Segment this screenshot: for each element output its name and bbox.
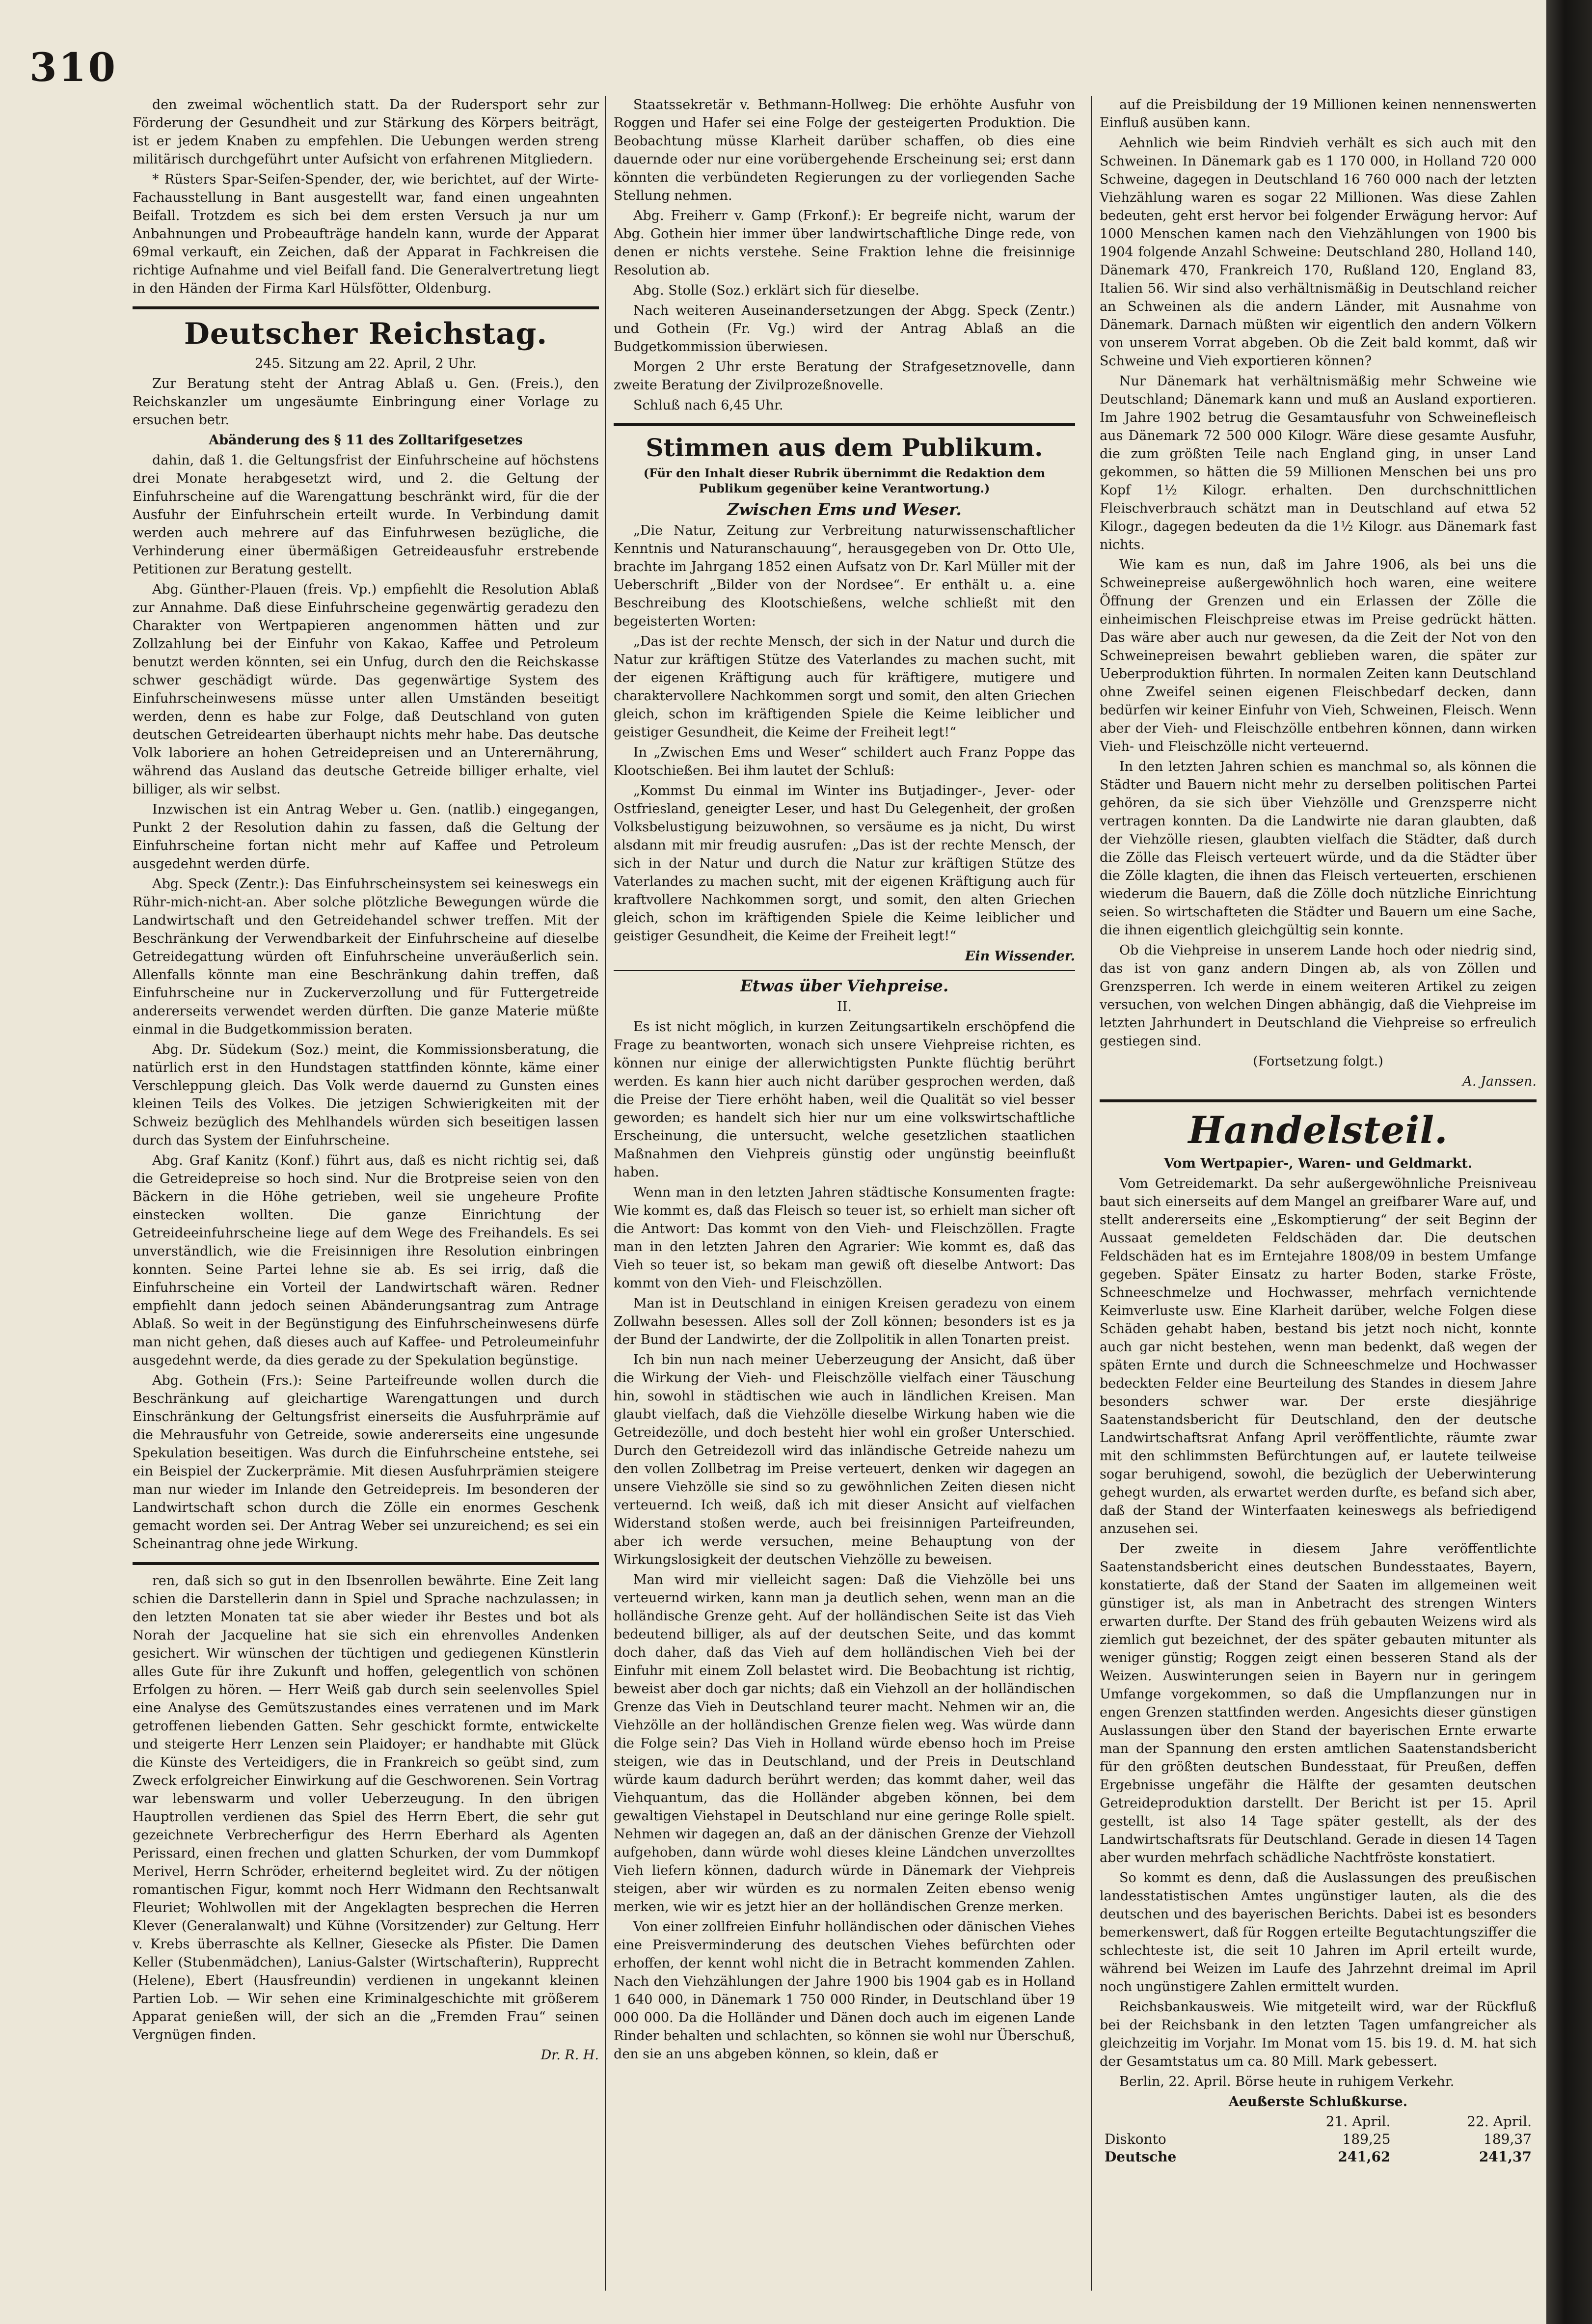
paragraph: Vom Getreidemarkt. Da sehr außergewöhnliche Preisniveau baut sich einerseits auf dem Mangel an greifbarer Ware auf, und stellt andererseits eine „Eskomptierung“ der seit Beginn der Aussaat gemeldeten Feldschäden dar. Die deutschen Feldschäden hat es im Erntejahre 1808/09 in bestem Umfange gegeben. Später Einsatz zu harter Boden, starke Fröste, Schneeschmelze und Hochwasser, mehrfach vernichtende Keimverluste usw. Eine Klarheit darüber, welche Folgen diese Schäden gehabt haben, bestand bis jetzt noch nicht, konnte auch gar nicht bestehen, wenn man bedenkt, daß wegen der späten Ernte und durch die Schneeschmelze und Hochwasser bedeckten Felder eine Beurteilung des Standes in diesem Jahre besonders schwer war. Der erste diesjährige Saatenstandsbericht für Deutschland, den der deutsche Landwirtschaftsrat Anfang April veröffentlichte, räumte zwar mit den schlimmsten Befürchtungen auf, er lautete teilweise sogar beruhigend, sowohl, die bezüglich der Ueberwinterung gehegt wurden, als erwartet werden durfte, es befand sich aber, daß der Stand der Winterfaaten keineswegs als befriedigend anzusehen sei.: [1100, 1176, 1537, 1536]
book-binding-edge: [1546, 0, 1592, 2324]
section-subtitle: Vom Wertpapier-, Waren- und Geldmarkt.: [1163, 1156, 1473, 1171]
handelsteil-title: Handelsteil.: [1188, 1108, 1448, 1152]
table-row: [1100, 2131, 1537, 2148]
paragraph: „Das ist der rechte Mensch, der sich in der Natur und durch die Natur zur kräftigen Stütze des Vaterlandes zu machen sucht, mit der eigenen Kräftigung auch für kräftigere, mutigere und charaktervollere Nachkommen sorgt und somit, den alten Griechen gleich, schon im kräftigenden Spiele die Keime leiblicher und geistiger Gesundheit, die Keime der Freiheit legt!“: [614, 634, 1075, 740]
table-header: 21. April.: [1325, 2113, 1391, 2130]
article-title: Etwas über Viehpreise.: [740, 976, 949, 995]
author-signature: Dr. R. H.: [540, 2048, 599, 2063]
paragraph: Berlin, 22. April. Börse heute in ruhigem Verkehr.: [1119, 2074, 1455, 2089]
paragraph: „Die Natur, Zeitung zur Verbreitung naturwissenschaftlicher Kenntnis und Naturanschauung“, herausgegeben von Dr. Otto Ule, brachte im Jahrgang 1852 einen Aufsatz von Dr. Karl Müller mit der Ueberschrift „Bilder von der Nordsee“. Er enthält u. a. eine Beschreibung des Klootschießens, welche schließt mit den begeisterten Worten:: [614, 523, 1075, 629]
paragraph: Abg. Graf Kanitz (Konf.) führt aus, daß es nicht richtig sei, daß die Getreidepreise so hoch sind. Nur die Brotpreise seien von den Bäckern in die Höhe getrieben, weil sie ungeheure Profite einstecken wollten. Die ganze Einrichtung der Getreideeinfuhrscheine liege auf dem Wege des Freihandels. Es sei unverständlich, wie die Freisinnigen ihre Resolution einbringen konnten. Seine Partei lehne sie ab. Es sei irrig, daß die Einfuhrscheine ein Vorteil der Landwirtschaft wären. Redner empfiehlt dann jedoch seinen Abänderungsantrag zum Antrage Ablaß. So weit in der Begünstigung des Einfuhrscheinwesens dürfe man nicht gehen, daß dieses auch auf Kaffee- und Petroleumeinfuhr ausgedehnt werde, da dies gerade zu der Spekulation begünstige.: [133, 1153, 599, 1368]
paragraph: Nach weiteren Auseinandersetzungen der Abgg. Speck (Zentr.) und Gothein (Fr. Vg.) wird der Antrag Ablaß an die Budgetkommission überwiesen.: [614, 303, 1075, 355]
table-cell: 189,25: [1342, 2131, 1391, 2147]
paragraph: Ob die Viehpreise in unserem Lande hoch oder niedrig sind, das ist von ganz andern Dingen ab, als von Zöllen und Grenzsperren. Ich werde in einem weiteren Artikel zu zeigen versuchen, von welchen Dingen abhängig, daß die Viehpreise im letzten Jahrhundert in Deutschland die Viehpreise so erfreulich gestiegen sind.: [1100, 943, 1537, 1049]
section-rule: [1100, 1099, 1537, 1102]
paragraph: Von einer zollfreien Einfuhr holländischen oder dänischen Viehes eine Preisverminderung des deutschen Viehes befürchten oder erhoffen, der kennt wohl nicht die in Betracht kommenden Zahlen. Nach den Viehzählungen der Jahre 1900 bis 1904 gab es in Holland 1 640 000, in Dänemark 1 750 000 Rinder, in Deutschland über 19 000 000. Da die Holländer und Dänen doch auch im eigenen Lande Rinder behalten und schlachten, so können sie wohl nur Überschuß, den sie an uns abgeben können, so klein, daß er: [614, 1919, 1075, 2062]
paragraph: Abg. Günther-Plauen (freis. Vp.) empfiehlt die Resolution Ablaß zur Annahme. Daß diese Einfuhrscheine gegenwärtig geradezu den Charakter von Wertpapieren angenommen hätten und zur Zollzahlung bei der Einfuhr von Kakao, Kaffee und Petroleum benutzt werden könnten, sei ein Unfug, durch den die Reichskasse schwer geschädigt würde. Das gegenwärtige System des Einfuhrscheinwesens müsse unter allen Umständen beseitigt werden, denn es habe zur Folge, daß Deutschland von guten deutschen Getreidearten überhaupt nichts mehr habe. Das deutsche Volk laboriere an hohen Getreidepreisen und an Unterernährung, während das Ausland das deutsche Getreide billiger erhalte, viel billiger, als wir selbst.: [133, 582, 599, 797]
section-rule: [133, 1562, 599, 1565]
paragraph: Man ist in Deutschland in einigen Kreisen geradezu von einem Zollwahn besessen. Alles soll der Zoll können; besonders ist es ja der Bund der Landwirte, der die Zollpolitik in allen Tonarten preist.: [614, 1296, 1075, 1347]
stock-quotes-table: [1100, 2113, 1537, 2166]
paragraph: dahin, daß 1. die Geltungsfrist der Einfuhrscheine auf höchstens drei Monate herabgesetzt wird, und 2. die Geltung der Einfuhrscheine auf die Warengattung beschränkt wird, für die der Ausfuhr der Einfuhrschein erteilt wurde. In Verbindung damit werden auch mehrere auf das Einfuhrwesen bezügliche, die Verhinderung einer übermäßigen Getreideausfuhr erstrebende Petitionen zur Beratung gestellt.: [133, 453, 599, 577]
author-signature: Ein Wissender.: [965, 949, 1075, 964]
author-signature: A. Janssen.: [1462, 1074, 1537, 1089]
table-cell: Deutsche: [1105, 2149, 1177, 2165]
paragraph: Abg. Dr. Südekum (Soz.) meint, die Kommissionsberatung, die natürlich erst in den Hundstagen stattfinden könnte, käme einer Verschleppung gleich. Das Volk werde dauernd zu Gunsten eines kleinen Teils des Volkes. Die jetzigen Schwierigkeiten mit der Schweiz bezüglich des Mehlhandels würden sich beseitigen lassen durch das System der Einfuhrscheine.: [133, 1042, 599, 1148]
table-cell: 241,62: [1338, 2149, 1391, 2165]
table-cell: Diskonto: [1105, 2131, 1166, 2147]
paragraph: Ich bin nun nach meiner Ueberzeugung der Ansicht, daß über die Wirkung der Vieh- und Fleischzölle vielfach einer Täuschung hin, sowohl in städtischen wie auch in ländlichen Kreisen. Man glaubt vielfach, daß die Viehzölle dieselbe Wirkung haben wie die Getreidezölle, und doch besteht hier wohl ein großer Unterschied. Durch den Getreidezoll wird das inländische Getreide nahezu um den vollen Zollbetrag im Preise verteuert, denken wir dagegen an unsere Viehzölle sie sind so zu gewöhnlichen Zeiten diesen nicht verteuernd. Ich weiß, daß ich mit dieser Ansicht auf vielfachen Widerstand stoßen werde, auch bei freisinnigen Parteifreunden, aber ich werde versuchen, meine Behauptung von der Wirkungslosigkeit der deutschen Viehzölle zu beweisen.: [614, 1352, 1075, 1567]
paragraph: Morgen 2 Uhr erste Beratung der Strafgesetznovelle, dann zweite Beratung der Zivilprozeßnovelle.: [614, 359, 1075, 393]
paragraph: Zur Beratung steht der Antrag Ablaß u. Gen. (Freis.), den Reichskanzler um ungesäumte Einbringung einer Vorlage zu ersuchen betr.: [133, 376, 599, 428]
paragraph: * Rüsters Spar-Seifen-Spender, der, wie berichtet, auf der Wirte-Fachausstellung in Bant ausgestellt war, fand einen ungeahnten Beifall. Trotzdem es sich bei dem ersten Versuch ja nur um Anbahnungen und Probeaufträge handeln kann, wurde der Apparat 69mal verkauft, ein Zeichen, daß der Apparat in Fachkreisen die richtige Aufnahme und viel Beifall fand. Die Generalvertretung liegt in den Händen der Firma Karl Hülsfötter, Oldenburg.: [133, 172, 599, 296]
paragraph: So kommt es denn, daß die Auslassungen des preußischen landesstatistischen Amtes ungünstiger lauten, als die des deutschen und des bayerischen Berichts. Dabei ist es besonders bemerkenswert, daß für Roggen erteilte Begutachtungsziffer die schlechteste ist, die seit 10 Jahren im April erteilt wurde, während bei Weizen im Laufe des Jahrzehnt dreimal im April noch ungünstigere Zahlen ermittelt wurden.: [1100, 1870, 1537, 1995]
continuation-note: (Fortsetzung folgt.): [1253, 1054, 1383, 1069]
paragraph: den zweimal wöchentlich statt. Da der Rudersport sehr zur Förderung der Gesundheit und zur Stärkung des Körpers beiträgt, ist er jedem Knaben zu empfehlen. Die Uebungen werden streng militärisch durchgeführt unter Aufsicht von erfahrenen Mitgliedern.: [133, 97, 599, 167]
paragraph: Reichsbankausweis. Wie mitgeteilt wird, war der Rückfluß bei der Reichsbank in den letzten Tagen umfangreicher als gleichzeitig im Vorjahr. Im Monat vom 15. bis 19. d. M. hat sich der Gesamtstatus um ca. 80 Mill. Mark gebessert.: [1100, 1999, 1537, 2069]
table-cell: 241,37: [1479, 2149, 1532, 2165]
session-line: 245. Sitzung am 22. April, 2 Uhr.: [255, 356, 477, 371]
reichstag-title: Deutscher Reichstag.: [184, 317, 548, 351]
paragraph: Der zweite in diesem Jahre veröffentlichte Saatenstandsbericht eines deutschen Bundesstaates, Bayern, konstatierte, daß der Stand der Saaten im allgemeinen weit günstiger ist, als man in Anbetracht des strengen Winters erwarten durfte. Der Stand des früh gebauten Weizens wird als ziemlich gut bezeichnet, der des später gebauten mitunter als weniger günstig; Roggen zeigt einen besseren Stand als der Weizen. Auswinterungen seien in Bayern nur in geringem Umfange vorgekommen, so daß die Umpflanzungen nur in engen Grenzen stattfinden werden. Angesichts dieser günstigen Auslassungen über den Stand der bayerischen Ernte erwarte man der Spannung den ersten amtlichen Saatenstandsbericht für den größten deutschen Bundesstaat, für Preußen, deffen Ergebnisse ungefähr die Hälfte der gesamten deutschen Getreideproduktion darstellt. Der Bericht ist per 15. April gestellt, ist also 14 Tage später gestellt, als der des Landwirtschaftsrats für Deutschland. Gerade in diesen 14 Tagen aber wurden mehrfach schädliche Nachtfröste konstatiert.: [1100, 1541, 1537, 1865]
paragraph: Abg. Speck (Zentr.): Das Einfuhrscheinsystem sei keineswegs ein Rühr-mich-nicht-an. Aber solche plötzliche Bewegungen würde die Landwirtschaft und den Getreidehandel schwer treffen. Mit der Beschränkung der Verwendbarkeit der Einfuhrscheine auf dieselbe Getreidegattung würden oft Einfuhrscheine unveräußerlich sein. Allenfalls könnte man eine Beschränkung dahin treffen, daß Einfuhrscheine nur in Zuckerverzollung und für Futtergetreide andererseits verwendet werden dürften. Die ganze Materie müßte einmal in die Budgetkommission beraten.: [133, 876, 599, 1037]
paragraph: Abg. Freiherr v. Gamp (Frkonf.): Er begreife nicht, warum der Abg. Gothein hier immer über landwirtschaftliche Dinge rede, von denen er nichts verstehe. Seine Fraktion lehne die freisinnige Resolution ab.: [614, 208, 1075, 278]
paragraph: Schluß nach 6,45 Uhr.: [633, 398, 783, 413]
paragraph: In den letzten Jahren schien es manchmal so, als können die Städter und Bauern nicht mehr zu derselben politischen Partei gehören, da sie sich über Viehzölle und Grenzsperre nicht vertragen konnten. Da die Landwirte nie daran glaubten, daß der Viehzölle riesen, glaubten vielfach die Städter, daß durch die Zölle das Fleisch verteuert würde, und da die Städter über die Zölle klagten, die ihnen das Fleisch verteuerten, erschienen wiederum die Bauern, daß die Zölle doch nützliche Einrichtung seien. So wirtschafteten die Städter und Bauern um eine Sache, die ihnen eigentlich gleichgültig sein konnte.: [1100, 759, 1537, 938]
paragraph: auf die Preisbildung der 19 Millionen keinen nennenswerten Einfluß ausüben kann.: [1100, 97, 1537, 131]
column-3: [1100, 96, 1537, 2166]
subheading: Abänderung des § 11 des Zolltarifgesetzes: [209, 433, 523, 448]
column-2: [614, 96, 1075, 2065]
section-rule: [133, 306, 599, 309]
table-header-row: [1100, 2113, 1537, 2131]
paragraph: In „Zwischen Ems und Weser“ schildert auch Franz Poppe das Klootschießen. Bei ihm lautet der Schluß:: [614, 745, 1075, 778]
section-rule: [614, 423, 1075, 426]
paragraph: Inzwischen ist ein Antrag Weber u. Gen. (natlib.) eingegangen, Punkt 2 der Resolution dahin zu fassen, daß die Geltung der Einfuhrscheine fortan nicht mehr auf Kaffee und Petroleum ausgedehnt werden dürfe.: [133, 802, 599, 872]
table-header: 22. April.: [1467, 2113, 1532, 2130]
part-number: II.: [837, 999, 852, 1014]
feuilleton-paragraph: ren, daß sich so gut in den Ibsenrollen bewährte. Eine Zeit lang schien die Darstellerin dann in Spiel und Sprache nachzulassen; in den letzten Monaten tat sie aber wieder ihr Bestes und bot als Norah der Jacqueline hat sie sich ein ehrenvolles Andenken gesichert. Wir wünschen der tüchtigen und gediegenen Künstlerin alles Gute für ihre Zukunft und hoffen, gelegentlich von schönen Erfolgen zu hören. — Herr Weiß gab durch sein seelenvolles Spiel eine Analyse des Gemütszustandes eines verratenen und im Mark getroffenen liebenden Gatten. Sehr geschickt formte, entwickelte und steigerte Herr Lenzen sein Plaidoyer; er handhabte mit Glück die Künste des Verteidigers, die in Frankreich so geübt sind, zum Zweck erfolgreicher Einwirkung auf die Geschworenen. Sein Vortrag war lebenswarm und voller Ueberzeugung. In den übrigen Hauptrollen verdienen das Spiel des Herrn Ebert, die sehr gut gezeichnete Verbrecherfigur des Herrn Eberhard als Agenten Perissard, einen frechen und glatten Schurken, der vom Dummkopf Merivel, Herrn Schröder, erheiternd begleitet wird. Zu der nötigen romantischen Figur, kommt noch Herr Widmann den Rechtsanwalt Fleuriet; Wohlwollen mit der Angeklagten besprechen die Herren Klever (Generalanwalt) und Kühne (Vorsitzender) zur Geltung. Herr v. Krebs überraschte als Kellner, Giesecke als Pfister. Die Damen Keller (Stubenmädchen), Lanius-Galster (Wirtschafterin), Rupprecht (Helene), Ebert (Hausfreundin) verdienen in ungekannt kleinen Partien Lob. — Wir sehen eine Kriminalgeschichte mit größerem Apparat genießen will, der sich an die „Fremden Frau“ seinen Vergnügen finden.: [133, 1573, 599, 2043]
paragraph: Staatssekretär v. Bethmann-Hollweg: Die erhöhte Ausfuhr von Roggen und Hafer sei eine Folge der gesteigerten Produktion. Die Beobachtung müsse Klarheit darüber schaffen, ob dies eine dauernde oder nur eine vorübergehende Erscheinung sei; erst dann könnten die verbündeten Regierungen zu der vorliegenden Sache Stellung nehmen.: [614, 97, 1075, 203]
paragraph: „Kommst Du einmal im Winter ins Butjadinger-, Jever- oder Ostfriesland, geneigter Leser, und hast Du Gelegenheit, der großen Volksbelustigung beizuwohnen, so versäume es ja nicht, Du wirst alsdann mit mir freudig ausrufen: „Das ist der rechte Mensch, der sich in der Natur und durch die Natur zur kräftigen Stütze des Vaterlandes zu machen sucht, mit der eigenen Kräftigung auch für kraftvollere Nachkommen sorgt, und somit, den alten Griechen gleich, schon im kräftigenden Spiele die Keime leiblicher und geistiger Gesundheit, die Keime der Freiheit legt!“: [614, 783, 1075, 944]
article-title: Zwischen Ems und Weser.: [727, 500, 962, 519]
paragraph: Aehnlich wie beim Rindvieh verhält es sich auch mit den Schweinen. In Dänemark gab es 1 170 000, in Holland 720 000 Schweine, dagegen in Deutschland 16 760 000 nach der letzten Viehzählung waren es sogar 22 Millionen. Was diese Zahlen bedeuten, geht erst hervor bei folgender Erwägung hervor: Auf 1000 Menschen kamen nach den Viehzählungen von 1900 bis 1904 folgende Anzahl Schweine: Deutschland 280, Holland 140, Dänemark 470, Frankreich 170, Rußland 120, England 83, Italien 56. Wir sind also verhältnismäßig in Deutschland reicher an Schweinen als die andern Länder, mit Ausnahme von Dänemark. Darnach müßten wir eigentlich den andern Völkern von unserem Vorrat abgeben. Ob die Zeit bald kommt, daß wir Schweine und Vieh exportieren können?: [1100, 136, 1537, 369]
editorial-note: (Für den Inhalt dieser Rubrik übernimmt die Redaktion dem Publikum gegenüber keine Verantwortung.): [643, 466, 1046, 495]
paragraph: Wie kam es nun, daß im Jahre 1906, als bei uns die Schweinepreise außergewöhnlich hoch waren, eine weitere Öffnung der Grenzen und ein Erlassen der Zölle die einheimischen Fleischpreise etwas im Preise gedrückt hätten. Das wäre aber auch nur gewesen, da die Zeit der Not von den Schweinepreisen bewahrt geblieben waren, die später zur Ueberproduktion führten. In normalen Zeiten kann Deutschland ohne Zweifel seinen eigenen Fleischbedarf decken, dann bedürfen wir keiner Einfuhr von Vieh, Schweinen, Fleisch. Wenn aber der Vieh- und Fleischzölle entbehren können, dann wirken Vieh- und Fleischzölle nicht verteuernd.: [1100, 557, 1537, 754]
table-row: [1100, 2148, 1537, 2166]
column-1: [133, 96, 599, 2066]
paragraph: Nur Dänemark hat verhältnismäßig mehr Schweine wie Deutschland; Dänemark kann und muß an Ausland exportieren. Im Jahre 1902 betrug die Gesamtausfuhr von Schweinefleisch aus Dänemark 72 500 000 Kilogr. Wäre diese gesamte Ausfuhr, die zum größten Teile nach England ging, in unser Land gekommen, so hätten die 59 Millionen Menschen bei uns pro Kopf 1½ Kilogr. erhalten. Den durchschnittlichen Fleischverbrauch schätzt man in Deutschland auf etwa 52 Kilogr., dagegen bedeuten da die 1½ Kilogr. aus Dänemark fast nichts.: [1100, 374, 1537, 552]
column-divider: [605, 96, 606, 2291]
column-divider: [1091, 96, 1092, 2291]
table-cell: 189,37: [1484, 2131, 1532, 2147]
paragraph: Wenn man in den letzten Jahren städtische Konsumenten fragte: Wie kommt es, daß das Fleisch so teuer ist, so erhielt man sicher oft die Antwort: Das kommt von den Vieh- und Fleischzöllen. Fragte man in den letzten Jahren den Agrarier: Wie kommt es, daß das Vieh so teuer ist, so bekam man gewiß oft dieselbe Antwort: Das kommt von den Vieh- und Fleischzöllen.: [614, 1185, 1075, 1291]
paragraph: Abg. Gothein (Frs.): Seine Parteifreunde wollen durch die Beschränkung auf gleichartige Warengattungen und durch Einschränkung der Geltungsfrist einerseits die Ausfuhrprämie auf die Mehrausfuhr von Getreide, sowie andererseits eine ungesunde Spekulation beseitigen. Was durch die Einfuhrscheine entstehe, sei ein Beispiel der Zuckerprämie. Mit diesen Ausfuhrprämien steigere man nur wieder im Inlande den Getreidepreis. Im besonderen der Landwirtschaft schon durch die Zölle ein enormes Geschenk gemacht worden sei. Der Antrag Weber sei unzureichend; es sei ein Scheinantrag ohne jede Wirkung.: [133, 1373, 599, 1552]
section-rule: [614, 970, 1075, 971]
intro-section: [133, 96, 599, 298]
table-title: Aeußerste Schlußkurse.: [1228, 2094, 1408, 2109]
page-number: 310: [29, 44, 117, 90]
stimmen-title: Stimmen aus dem Publikum.: [646, 433, 1043, 462]
paragraph: Man wird mir vielleicht sagen: Daß die Viehzölle bei uns verteuernd wirken, kann man ja deutlich sehen, wenn man an die holländische Grenze geht. Auf der holländischen Seite ist das Vieh bedeutend billiger, als auf der deutschen Seite, und das kommt doch daher, daß das Vieh auf dem holländischen Vieh bei der Einfuhr mit einem Zoll belastet wird. Die Beobachtung ist richtig, beweist aber doch gar nichts; daß ein Viehzoll an der holländischen Grenze das Vieh in Deutschland teurer macht. Nehmen wir an, die Viehzölle an der holländischen Grenze fielen weg. Was würde dann die Folge sein? Das Vieh in Holland würde ebenso hoch im Preise steigen, wie das in Deutschland, und der Preis in Deutschland würde kaum dadurch berührt werden; das kommt daher, weil das Viehquantum, das die Holländer abgeben können, bei dem gewaltigen Viehstapel in Deutschland nur eine geringe Rolle spielt. Nehmen wir dagegen an, daß an der dänischen Grenze der Viehzoll aufgehoben, dann würde wohl dieses kleine Ländchen unverzolltes Vieh liefern können, dadurch würde in Dänemark der Viehpreis steigen, aber wir würden es zu normalen Zeiten ebenso wenig merken, wie wir es jetzt hier an der holländischen Grenze merken.: [614, 1572, 1075, 1914]
paragraph: Es ist nicht möglich, in kurzen Zeitungsartikeln erschöpfend die Frage zu beantworten, wonach sich unsere Viehpreise richten, es können nur einige der allerwichtigsten Punkte flüchtig berührt werden. Es kann hier auch nicht darüber gesprochen werden, daß die Preise der Tiere erhöht haben, weil die Qualität so viel besser geworden; es handelt sich hier nur um eine volkswirtschaftliche Erscheinung, die untersucht, welche gesetzlichen staatlichen Maßnahmen den Viehpreis günstig oder ungünstig beeinflußt haben.: [614, 1019, 1075, 1180]
table-cell: [1100, 2113, 1254, 2131]
paragraph: Abg. Stolle (Soz.) erklärt sich für dieselbe.: [633, 283, 919, 298]
